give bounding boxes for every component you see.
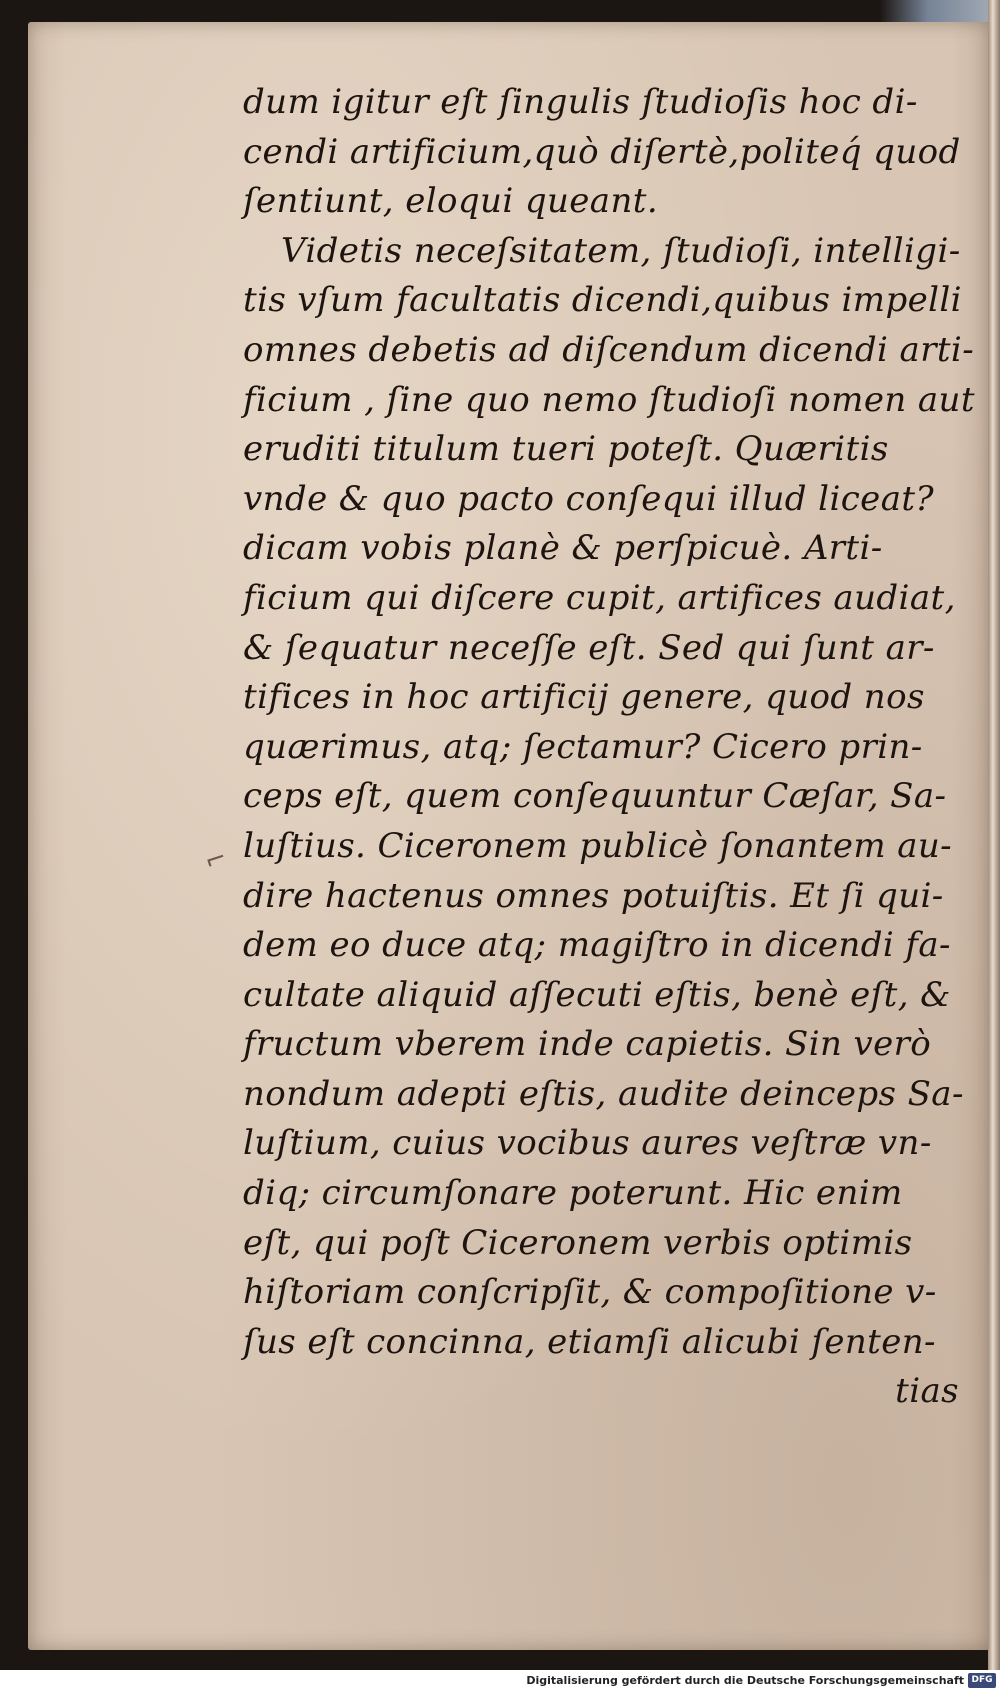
text-line: nondum adepti eſtis, audite deinceps Sa-: [243, 1073, 964, 1114]
text-line: dire hactenus omnes potuiſtis. Et ſi qui-: [243, 875, 944, 916]
text-line: cendi artificium,quò diſertè,politeq́ quod: [243, 131, 961, 172]
text-line: ceps eſt, quem conſequuntur Cæſar, Sa-: [243, 776, 947, 817]
page-text: [243, 78, 975, 1417]
text-line: luſtium, cuius vocibus aures veſtræ vn-: [243, 1123, 932, 1164]
scan-corner-edge: [880, 0, 1000, 22]
text-line: eruditi titulum tueri poteſt. Quæritis: [243, 429, 889, 470]
text-line: quærimus, atq; ſectamur? Cicero prin-: [243, 726, 923, 767]
text-line: dem eo duce atq; magiſtro in dicendi fa-: [243, 925, 951, 966]
text-line: ſus eſt concinna, etiamſi alicubi ſenten-: [243, 1321, 936, 1362]
text-line: ficium , ſine quo nemo ſtudioſi nomen aut: [243, 379, 975, 420]
text-line: cultate aliquid aſſecuti eſtis, benè eſt, &: [243, 974, 951, 1015]
text-line: & ſequatur neceſſe eſt. Sed qui ſunt ar-: [243, 627, 935, 668]
text-line: vnde & quo pacto conſequi illud liceat?: [243, 478, 935, 519]
text-line: dum igitur eſt ſingulis ſtudioſis hoc di-: [243, 82, 918, 122]
text-line: ficium qui diſcere cupit, artifices audiat,: [243, 577, 956, 618]
funding-credit: Digitalisierung gefördert durch die Deutsche Forschungsgemeinschaft: [526, 1674, 964, 1687]
text-line: tifices in hoc artificij genere, quod nos: [243, 677, 925, 718]
text-line: omnes debetis ad diſcendum dicendi arti-: [243, 329, 975, 370]
catchword: tias: [895, 1371, 959, 1412]
text-line: Videtis neceſsitatem, ſtudioſi, intelligi-: [281, 230, 961, 271]
text-line: luſtius. Ciceronem publicè ſonantem au-: [243, 825, 953, 866]
text-line: tis vſum facultatis dicendi,quibus impelli: [243, 280, 962, 321]
text-line: dicam vobis planè & perſpicuè. Arti-: [243, 528, 883, 569]
page-edge: [988, 0, 1000, 1670]
text-line: diq; circumſonare poterunt. Hic enim: [243, 1173, 903, 1214]
dfg-logo: DFG: [968, 1673, 996, 1688]
text-line: eſt, qui poſt Ciceronem verbis optimis: [243, 1222, 913, 1263]
margin-pen-mark: ⌐: [200, 842, 231, 878]
text-line: hiſtoriam conſcripſit, & compoſitione v-: [243, 1272, 937, 1313]
text-line: fructum vberem inde capietis. Sin verò: [243, 1024, 932, 1065]
digitization-footer: [0, 1670, 1000, 1693]
text-line: ſentiunt, eloqui queant.: [243, 181, 659, 222]
